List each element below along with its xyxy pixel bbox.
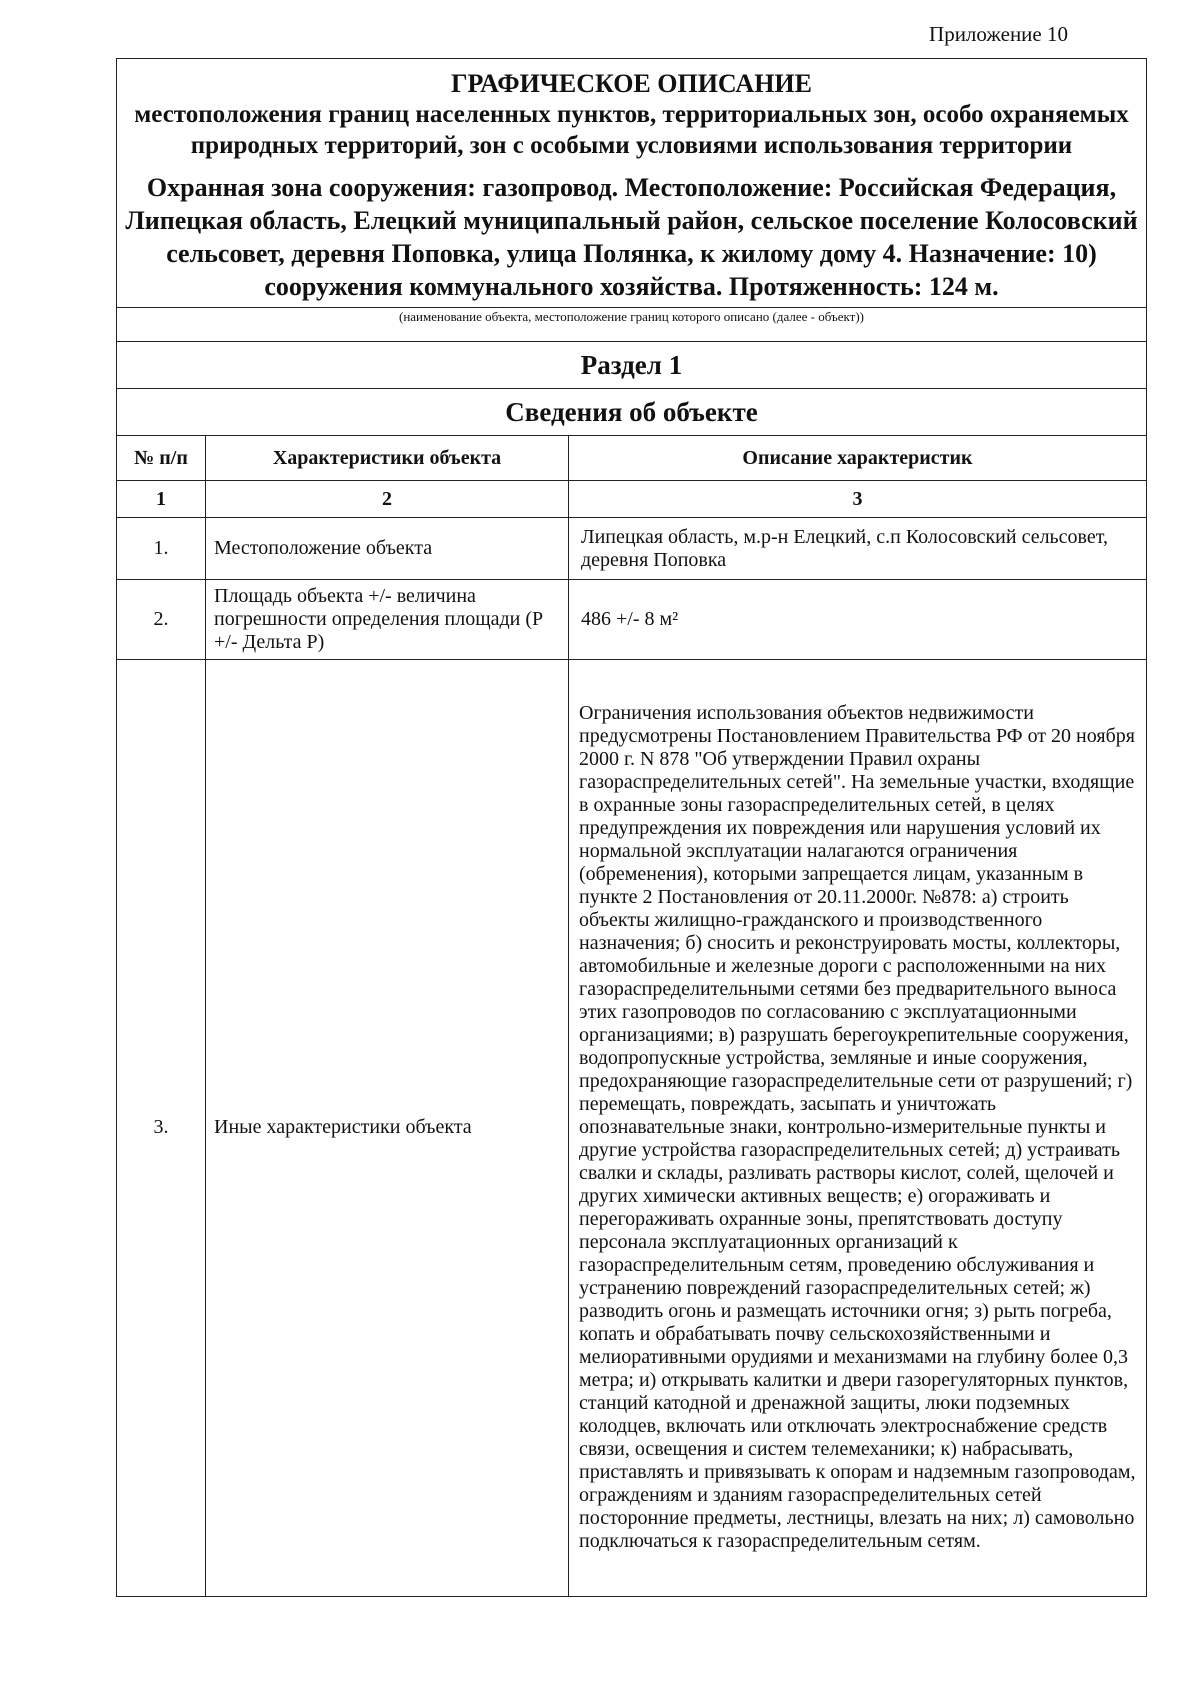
- row-num: 1.: [117, 518, 206, 580]
- column-number: 1: [117, 481, 206, 518]
- table-header-row: [117, 436, 1146, 481]
- object-name: Охранная зона сооружения: газопровод. Местоположение: Российская Федерация, Липецкая область, Елецкий муниципальный район, сельское поселение Колосовский сельсовет, деревня Поповка, улица Полянка, к жилому дому 4. Назначение: 10) сооружения коммунального хозяйства. Протяженность: 124 м.: [125, 173, 1138, 301]
- row-characteristic: Местоположение объекта: [206, 518, 569, 580]
- row-description: Липецкая область, м.р-н Елецкий, с.п Колосовский сельсовет, деревня Поповка: [569, 518, 1147, 580]
- row-description: Ограничения использования объектов недвижимости предусмотрены Постановлением Правительства РФ от 20 ноября 2000 г. N 878 "Об утверждении Правил охраны газораспределительных сетей". На земельные участки, входящие в охранные зоны газораспределительных сетей, в целях предупреждения их повреждения или нарушения условий их нормальной эксплуатации налагаются ограничения (обременения), которыми запрещается лицам, указанным в пункте 2 Постановления от 20.11.2000г. №878: а) строить объекты жилищно-гражданского и производственного назначения; б) сносить и реконструировать мосты, коллекторы, автомобильные и железные дороги с расположенными на них газораспределительными сетями без предварительного выноса этих газопроводов по согласованию с эксплуатационными организациями; в) разрушать берегоукрепительные сооружения, водопропускные устройства, земляные и иные сооружения, предохраняющие газораспределительные сети от разрушений; г) перемещать, повреждать, засыпать и уничтожать опознавательные знаки, контрольно-измерительные пункты и другие устройства газораспределительных сетей; д) устраивать свалки и склады, разливать растворы кислот, солей, щелочей и других химически активных веществ; е) огораживать и перегораживать охранные зоны, препятствовать доступу персонала эксплуатационных организаций к газораспределительным сетям, проведению обслуживания и устранению повреждений газораспределительных сетей; ж) разводить огонь и размещать источники огня; з) рыть погреба, копать и обрабатывать почву сельскохозяйственными и мелиоративными орудиями и механизмами на глубину более 0,3 метра; и) открывать калитки и двери газорегуляторных пунктов, станций катодной и дренажной защиты, люки подземных колодцев, включать или отключать электроснабжение средств связи, освещения и систем телемеханики; к) набрасывать, приставлять и привязывать к опорам и надземным газопроводам, ограждениям и зданиям газораспределительных сетей посторонние предметы, лестницы, влезать на них; л) самовольно подключаться к газораспределительным сетям.: [569, 660, 1147, 1596]
- object-caption: (наименование объекта, местоположение границ которого описано (далее - объект)): [399, 309, 864, 324]
- column-number-row: [117, 481, 1146, 518]
- table-row: [117, 580, 1146, 660]
- header-num: № п/п: [117, 436, 206, 481]
- section-heading: Сведения об объекте: [117, 388, 1146, 435]
- table-row: [117, 518, 1146, 580]
- header-description: Описание характеристик: [569, 436, 1147, 481]
- row-description: 486 +/- 8 м²: [569, 580, 1147, 660]
- section-label: Раздел 1: [117, 341, 1146, 388]
- document-frame: [116, 58, 1147, 1597]
- appendix-label: Приложение 10: [929, 22, 1068, 46]
- spacer: [117, 331, 1146, 341]
- document-subtitle: местоположения границ населенных пунктов, территориальных зон, особо охраняемых природных территорий, зон с особыми условиями использования территории: [134, 101, 1129, 159]
- row-characteristic: Площадь объекта +/- величина погрешности определения площади (Р +/- Дельта Р): [206, 580, 569, 660]
- column-number: 2: [206, 481, 569, 518]
- header-characteristic: Характеристики объекта: [206, 436, 569, 481]
- column-number: 3: [569, 481, 1147, 518]
- table-row: [117, 660, 1146, 1596]
- document-title: ГРАФИЧЕСКОЕ ОПИСАНИЕ: [451, 69, 812, 98]
- row-num: 2.: [117, 580, 206, 660]
- row-num: 3.: [117, 660, 206, 1596]
- document-header: [117, 59, 1146, 307]
- object-info-table: [117, 435, 1146, 1596]
- row-characteristic: Иные характеристики объекта: [206, 660, 569, 1596]
